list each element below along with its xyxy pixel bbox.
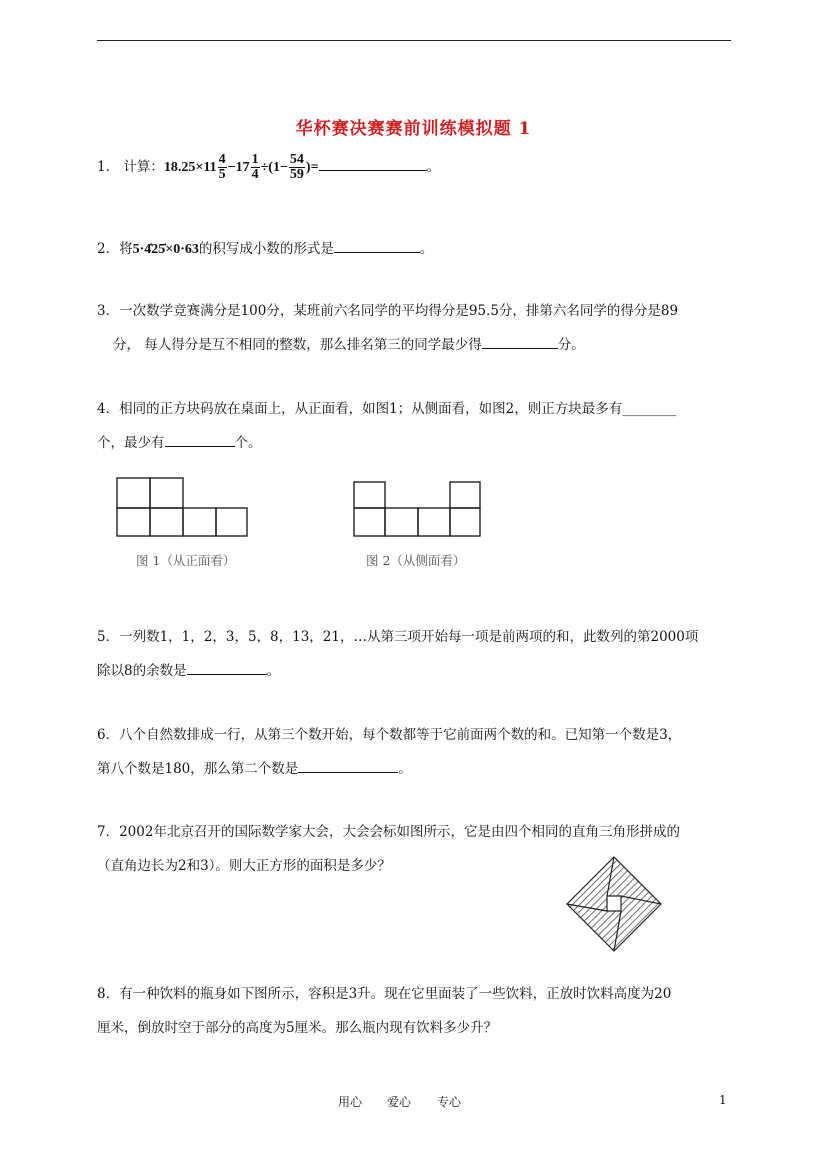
- q1-f2-denominator: 4: [251, 167, 259, 182]
- question-2: [97, 232, 737, 267]
- q2-end: 。: [419, 241, 434, 257]
- figure-2-side-view: [350, 480, 485, 540]
- q4-blank-max[interactable]: ________: [622, 401, 677, 417]
- q1-fraction-1: [218, 153, 227, 182]
- q4-line-1: [97, 392, 737, 426]
- question-4: [97, 392, 737, 460]
- q2-answer-blank[interactable]: [334, 238, 420, 253]
- q8-line-2: 厘米，倒放时空于部分的高度为5厘米。那么瓶内现有饮料多少升？: [97, 1020, 498, 1036]
- q1-term-d: )=: [305, 160, 319, 175]
- q1-f3-denominator: 59: [289, 167, 304, 182]
- q6-answer-blank[interactable]: [298, 758, 398, 773]
- footer-text-1: 用心: [338, 1095, 363, 1109]
- q8-line-1: 8．有一种饮料的瓶身如下图所示，容积是3升。现在它里面装了一些饮料，正放时饮料高度为20: [97, 986, 672, 1002]
- q3-answer-blank[interactable]: [482, 334, 558, 349]
- question-6: [97, 718, 737, 786]
- q3-line-2: [97, 328, 737, 362]
- q6-end: 。: [398, 761, 412, 777]
- q6-line-1: 6．八个自然数排成一行，从第三个数开始，每个数都等于它前面两个数的和。已知第一个数是3，: [97, 727, 682, 743]
- q4-line-2a: 个，最少有: [97, 435, 165, 451]
- question-5: [97, 620, 737, 688]
- q3-line-2-text: 分， 每人得分是互不相同的整数，那么排名第三的同学最少得: [113, 337, 482, 353]
- q4-line-2: [97, 426, 737, 460]
- figure-congress-logo: [565, 855, 663, 953]
- figure-1-caption: 图 1（从正面看）: [136, 553, 236, 568]
- q5-line-2: [97, 654, 737, 688]
- question-1: [97, 150, 737, 185]
- q2-expression: 5·4̇25̇×0·63: [132, 242, 199, 257]
- q5-line-2-text: 除以8的余数是: [97, 663, 187, 679]
- q1-f1-denominator: 5: [218, 167, 226, 182]
- page-number: 1: [719, 1093, 727, 1107]
- question-8: [97, 977, 737, 1045]
- q3-end: 分。: [557, 337, 585, 353]
- q7-line-2: （直角边长为2和3）。则大正方形的面积是多少？: [97, 858, 391, 874]
- question-3: [97, 294, 737, 362]
- q1-end: 。: [426, 159, 441, 175]
- footer-text-2: 爱心: [387, 1095, 412, 1109]
- q1-f1-numerator: 4: [218, 152, 226, 167]
- q1-prefix: 1． 计算：: [97, 159, 164, 175]
- q1-term-c: ÷(1−: [260, 160, 288, 175]
- q1-answer-blank[interactable]: [319, 156, 427, 171]
- q6-line-2: [97, 752, 737, 786]
- q2-prefix: 2．将: [97, 241, 133, 257]
- q5-end: 。: [266, 663, 281, 679]
- q4-line-2b: 个。: [234, 435, 262, 451]
- q4-line-1-text: 4．相同的正方块码放在桌面上，从正面看，如图1；从侧面看，如图2，则正方块最多有: [97, 401, 623, 417]
- q5-line-1: 5．一列数1，1，2，3，5，8，13，21，…从第三项开始每一项是前两项的和，此数列的第2000项: [97, 629, 699, 645]
- q1-term-a: 18.25×11: [163, 160, 217, 175]
- figure-1-front-view: [112, 474, 252, 538]
- q1-fraction-3: [289, 153, 305, 182]
- q5-answer-blank[interactable]: [187, 660, 267, 675]
- page-title: 华杯赛决赛赛前训练模拟题 1: [295, 119, 532, 139]
- q1-f2-numerator: 1: [251, 152, 259, 167]
- figure-2-caption: 图 2（从侧面看）: [366, 553, 466, 568]
- q4-blank-min[interactable]: [165, 432, 235, 447]
- header-rule: [97, 40, 731, 41]
- q1-f3-numerator: 54: [289, 152, 304, 167]
- q3-line-1: 3．一次数学竞赛满分是100分，某班前六名同学的平均得分是95.5分，排第六名同学的得分是89: [97, 303, 679, 319]
- q7-line-1: 7．2002年北京召开的国际数学家大会，大会会标如图所示，它是由四个相同的直角三角形拼成的: [97, 824, 680, 840]
- q1-fraction-2: [251, 153, 260, 182]
- footer-text-3: 专心: [437, 1095, 462, 1109]
- q1-term-b: −17: [227, 160, 250, 175]
- q6-line-2-text: 第八个数是180，那么第二个数是: [97, 761, 299, 777]
- q2-suffix: 的积写成小数的形式是: [198, 241, 334, 257]
